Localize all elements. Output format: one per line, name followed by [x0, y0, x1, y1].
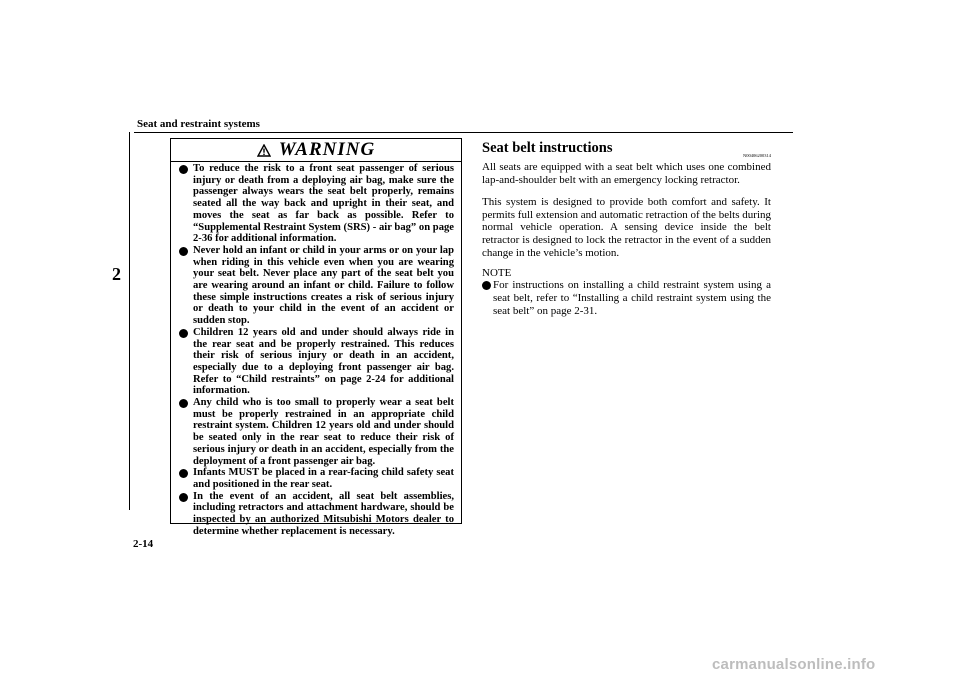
warning-item: Infants MUST be placed in a rear-facing child safety seat and positioned in the rear seat. [179, 467, 454, 490]
note-item: For instructions on installing a child restraint system using a seat belt, refer to “Installing a child restraint system using the seat belt” on page 2-31. [482, 279, 771, 318]
chapter-number: 2 [112, 264, 121, 284]
bullet-icon [179, 165, 188, 174]
warning-triangle-icon [257, 144, 271, 157]
bullet-icon [179, 399, 188, 408]
section-code: N00406200314 [743, 153, 771, 158]
section-heading: Seat belt instructions N00406200314 [482, 140, 771, 158]
chapter-rule [129, 132, 130, 510]
bullet-icon [179, 329, 188, 338]
paragraph: All seats are equipped with a seat belt which uses one combined lap-and-shoulder belt with an emergency locking retractor. [482, 161, 771, 186]
note-label: NOTE [482, 267, 512, 280]
warning-title-bar [171, 139, 461, 162]
warning-item: Any child who is too small to properly wear a seat belt must be properly restrained in an appropriate child restraint system. Children 12 years old and under should be seated only in the rear seat to reduce their risk of serious injury or death in an accident, especially from the deployment of a front passenger air bag. [179, 397, 454, 467]
header-rule [134, 132, 793, 133]
warning-box [170, 138, 462, 537]
warning-item: Never hold an infant or child in your arms or on your lap when riding in this vehicle even when you are wearing your seat belt. Never place any part of the seat belt you are wearing around an infant or child. Failure to follow these simple instructions creates a risk of serious injury or death to your child in the event of an accident or sudden stop. [179, 245, 454, 327]
warning-item: Children 12 years old and under should always ride in the rear seat and be properly restrained. This reduces their risk of serious injury or death in an accident, especially due to a deploying front passenger air bag. Refer to “Child restraints” on page 2-24 for additional information. [179, 327, 454, 397]
bullet-icon [482, 281, 491, 290]
bullet-icon [179, 493, 188, 502]
bullet-icon [179, 247, 188, 256]
watermark-text: carmanualsonline.info [712, 656, 876, 673]
warning-title: WARNING [278, 139, 376, 160]
warning-item: In the event of an accident, all seat belt assemblies, including retractors and attachment hardware, should be inspected by an authorized Mitsubishi Motors dealer to determine whether replacement is necessary. [179, 491, 454, 538]
warning-list [179, 163, 454, 538]
paragraph: This system is designed to provide both comfort and safety. It permits full extension and automatic retraction of the belts during normal vehicle operation. A sensing device inside the belt retractor is designed to lock the retractor in the event of a sudden change in the vehicle’s motion. [482, 196, 771, 259]
warning-item: To reduce the risk to a front seat passenger of serious injury or death from a deploying air bag, make sure the passenger always wears the seat belt properly, remains seated all the way back and upright in their seat, and moves the seat as far back as possible. Refer to “Supplemental Restraint System (SRS) - air bag” on page 2-36 for additional information. [179, 163, 454, 245]
running-header: Seat and restraint systems [137, 118, 260, 130]
section-column [482, 140, 771, 318]
bullet-icon [179, 469, 188, 478]
page-number: 2-14 [133, 538, 154, 550]
